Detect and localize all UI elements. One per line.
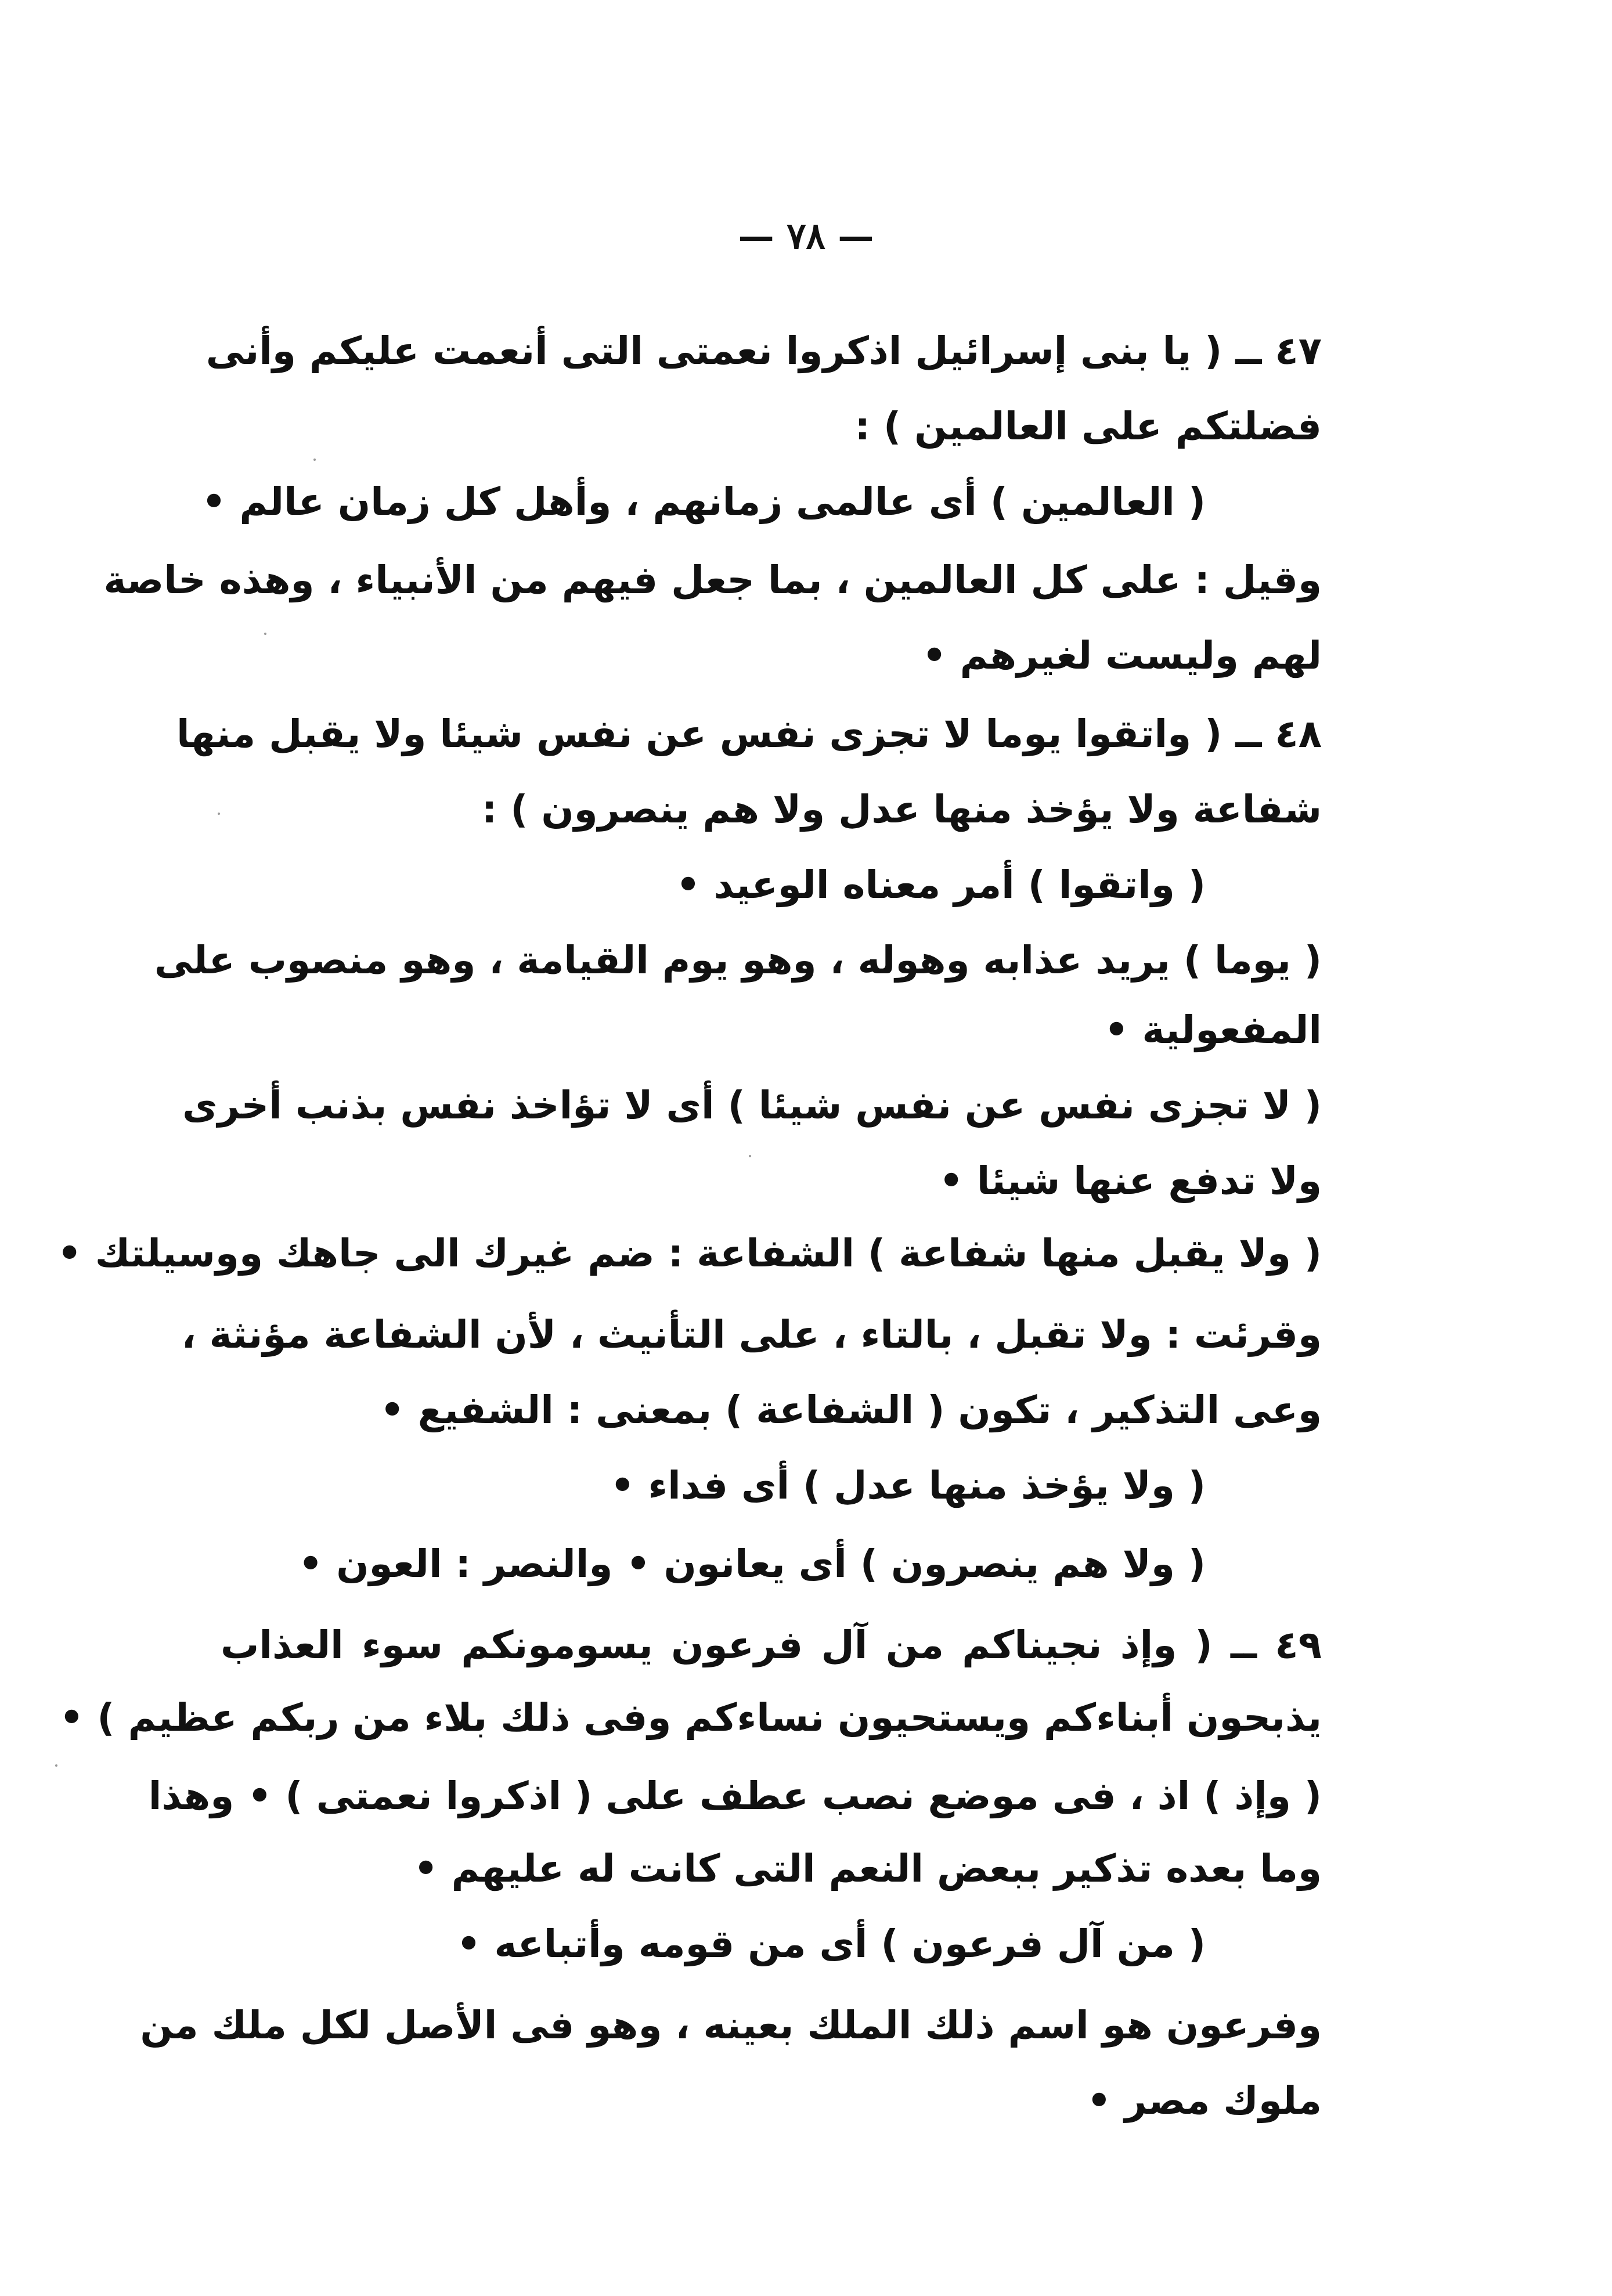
gloss-shafaa: ( ولا يقبل منها شفاعة ) الشفاعة : ضم غيرك الى جاهك ووسيلتك • (57, 1231, 1322, 1276)
scan-speck (218, 813, 220, 815)
gloss-idh-line-2: وما بعده تذكير ببعض النعم التى كانت له عليهم • (413, 1846, 1322, 1891)
scan-speck (55, 1764, 57, 1767)
gloss-al-firawn: ( من آل فرعون ) أى من قومه وأتباعه • (456, 1922, 1206, 1966)
verse-47-line-2: فضلتكم على العالمين ) : (854, 404, 1322, 449)
reading-note-line-1: وقرئت : ولا تقبل ، بالتاء ، على التأنيث ، لأن الشفاعة مؤنثة ، (181, 1312, 1322, 1357)
scan-speck (313, 459, 316, 461)
gloss-adl: ( ولا يؤخذ منها عدل ) أى فداء • (610, 1463, 1206, 1508)
page-number: — ٧٨ — (738, 215, 874, 257)
gloss-yawman-line-2: المفعولية • (1104, 1008, 1322, 1052)
commentary-firawn-line-2: ملوك مصر • (1087, 2078, 1322, 2123)
gloss-yawman-line-1: ( يوما ) يريد عذابه وهوله ، وهو يوم القيامة ، وهو منصوب على (154, 938, 1322, 983)
gloss-yunsarun: ( ولا هم ينصرون ) أى يعانون • والنصر : العون • (298, 1542, 1206, 1586)
commentary-firawn-line-1: وفرعون هو اسم ذلك الملك بعينه ، وهو فى الأصل لكل ملك من (140, 2003, 1322, 2048)
scan-speck (264, 633, 266, 635)
commentary-line-1: وقيل : على كل العالمين ، بما جعل فيهم من الأنبياء ، وهذه خاصة (103, 558, 1322, 602)
gloss-la-tajzi-line-2: ولا تدفع عنها شيئا • (939, 1158, 1322, 1203)
commentary-line-2: لهم وليست لغيرهم • (922, 633, 1322, 678)
gloss-la-tajzi-line-1: ( لا تجزى نفس عن نفس شيئا ) أى لا تؤاخذ نفس بذنب أخرى (182, 1083, 1322, 1128)
gloss-idh-line-1: ( وإذ ) اذ ، فى موضع نصب عطف على ( اذكروا نعمتى ) • وهذا (148, 1774, 1322, 1818)
gloss-ittaqu: ( واتقوا ) أمر معناه الوعيد • (676, 862, 1206, 907)
verse-48-line-1: ٤٨ ــ ( واتقوا يوما لا تجزى نفس عن نفس شيئا ولا يقبل منها (176, 712, 1322, 756)
verse-49-line-1: ٤٩ ــ ( وإذ نجيناكم من آل فرعون يسومونكم سوء العذاب (221, 1623, 1322, 1667)
reading-note-line-2: وعى التذكير ، تكون ( الشفاعة ) بمعنى : الشفيع • (380, 1388, 1322, 1432)
verse-49-line-2: يذبحون أبناءكم ويستحيون نساءكم وفى ذلك بلاء من ربكم عظيم ) • (59, 1695, 1322, 1740)
verse-48-line-2: شفاعة ولا يؤخذ منها عدل ولا هم ينصرون ) : (481, 787, 1322, 832)
verse-47-line-1: ٤٧ ــ ( يا بنى إسرائيل اذكروا نعمتى التى أنعمت عليكم وأنى (205, 328, 1322, 373)
gloss-alamin: ( العالمين ) أى عالمى زمانهم ، وأهل كل زمان عالم • (201, 479, 1206, 524)
scan-speck (749, 1155, 751, 1157)
